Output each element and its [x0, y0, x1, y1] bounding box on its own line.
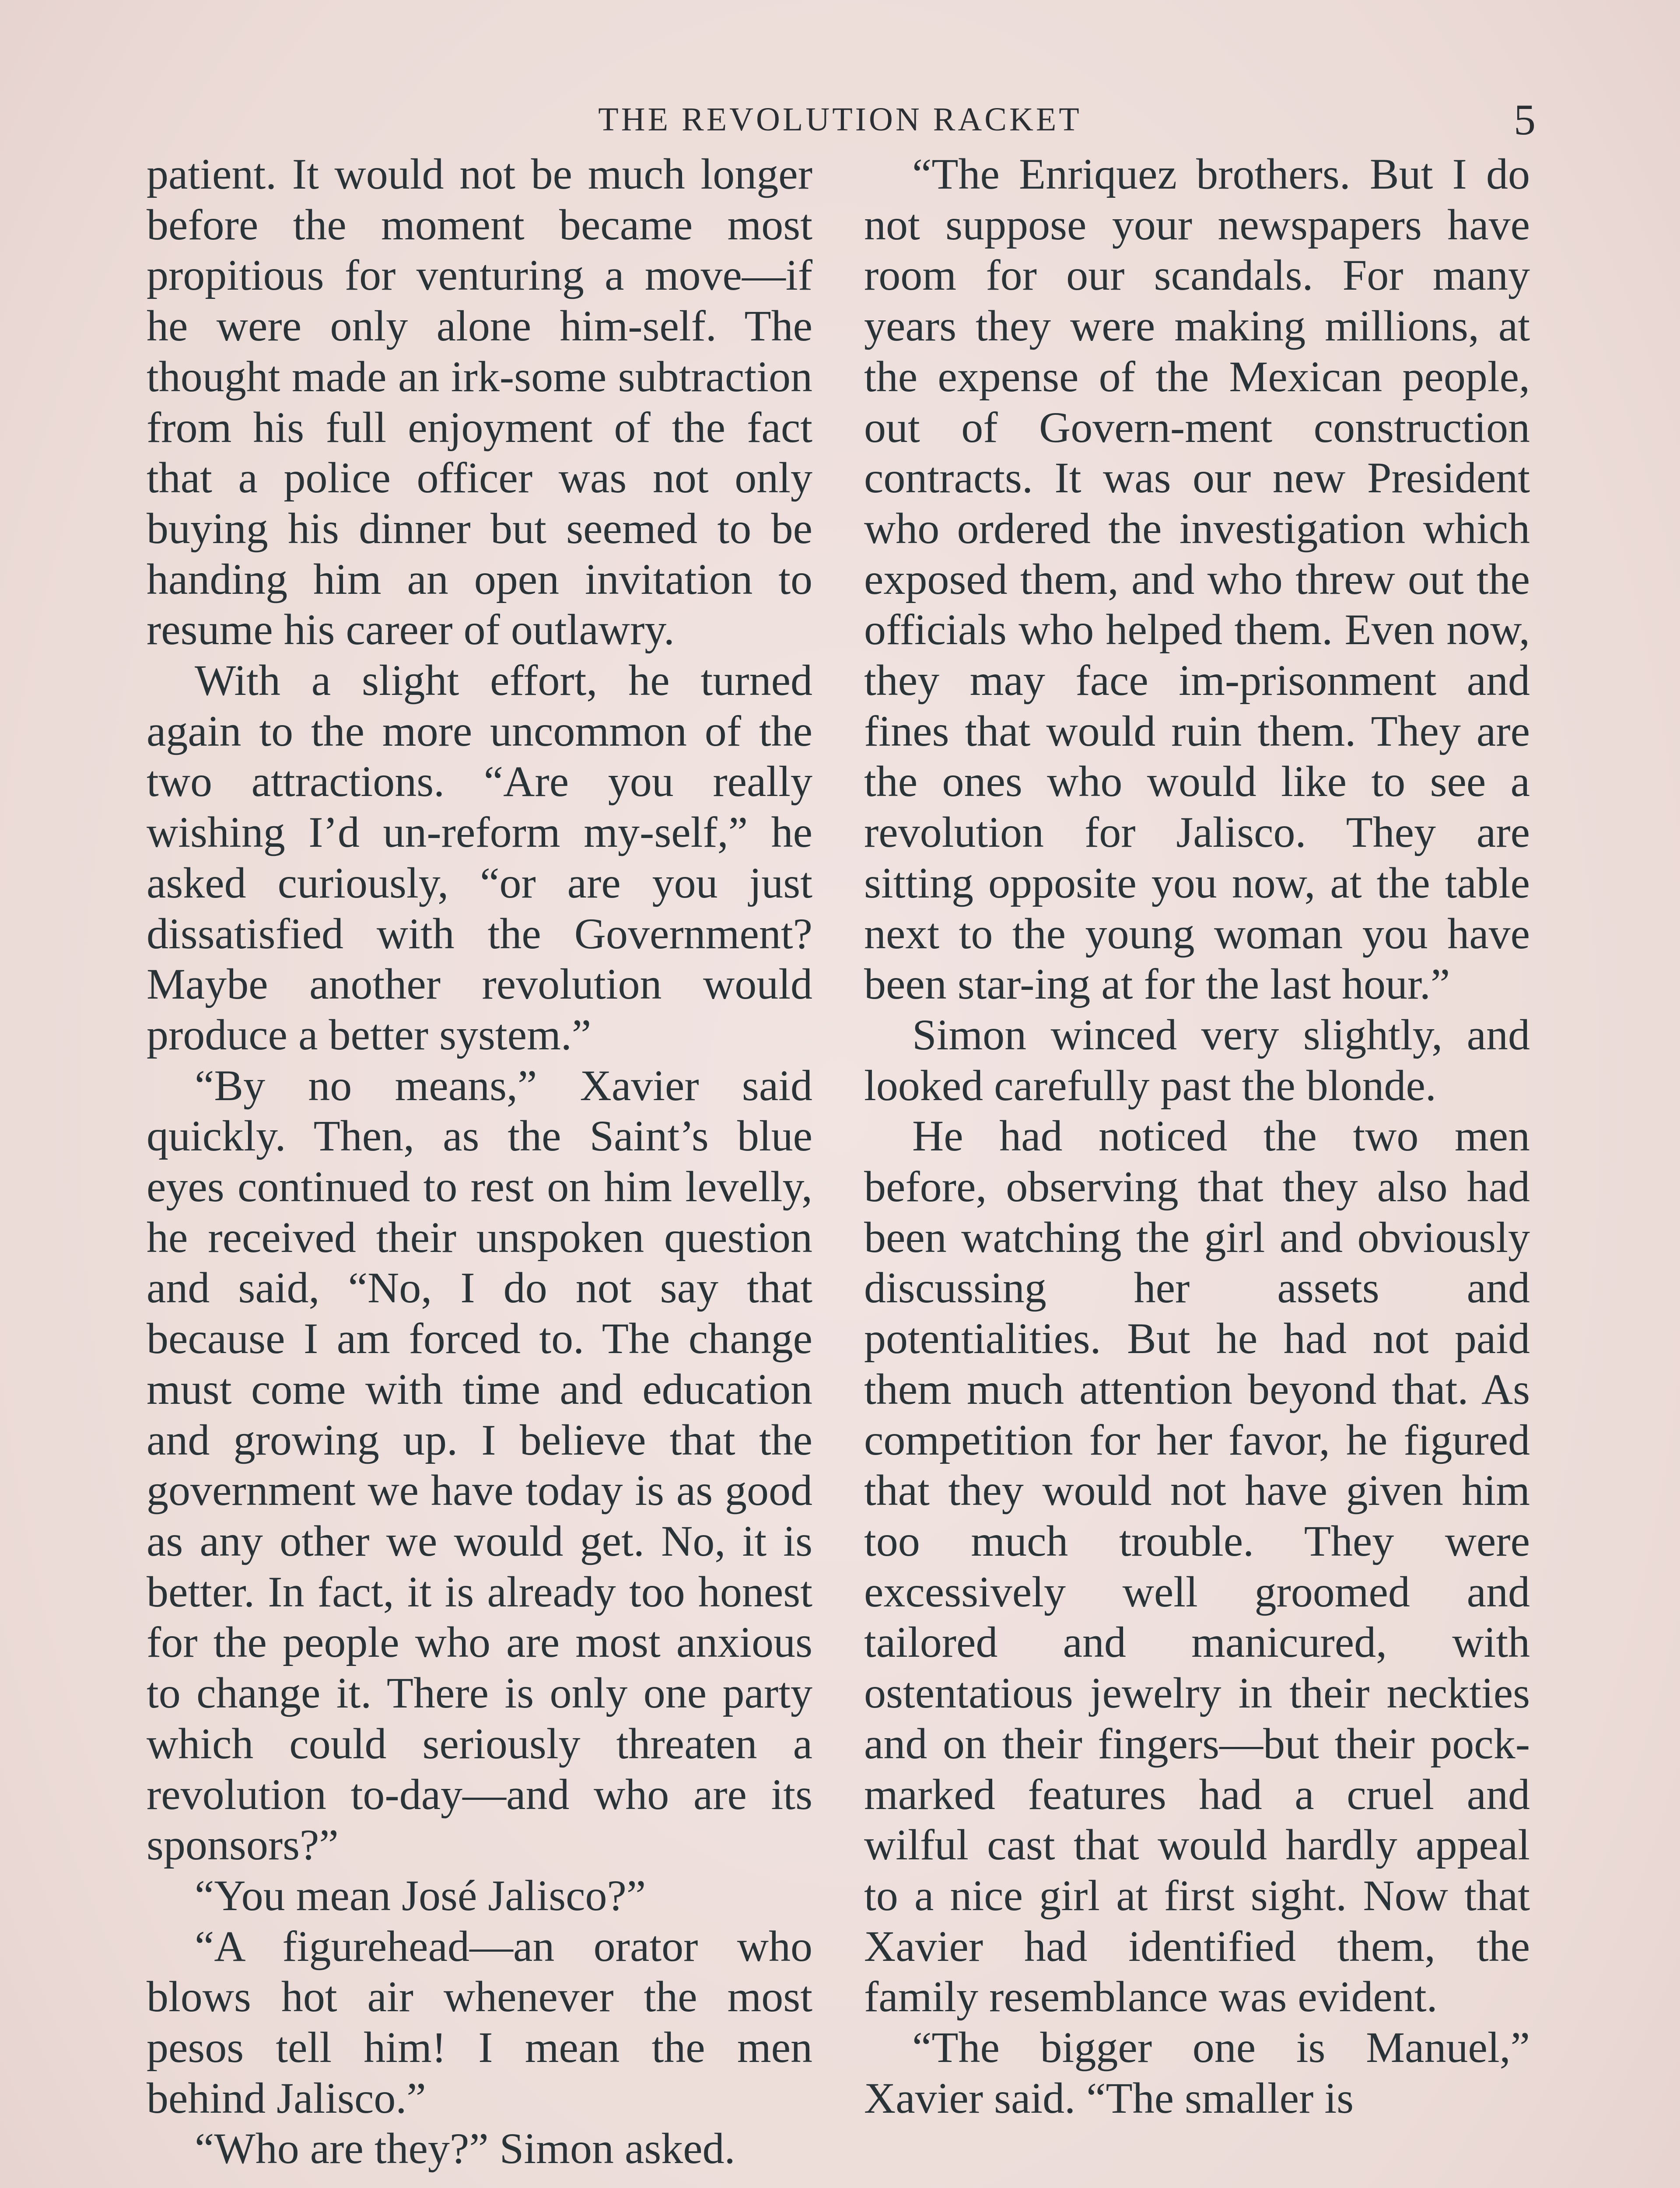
paragraph: “Who are they?” Simon asked.	[195, 2124, 735, 2173]
paragraph: “The bigger one is Manuel,” Xavier said. “The smaller is	[864, 2023, 1530, 2122]
paragraph: “By no means,” Xavier said quickly. Then, as the Saint’s blue eyes continued to rest on him levelly, he received their unspoken question and said, “No, I do not say that because I am forced to. The change must come with time and education and growing up. I believe that the government we have today is as good as any other we would get. No, it is better. In fact, it is already too honest for the people who are most anxious to change it. There is only one party which could seriously threaten a revolution to-day—and who are its sponsors?”	[147, 1061, 812, 1869]
right-column	[864, 149, 1530, 2123]
left-column	[147, 149, 812, 2174]
paragraph: patient. It would not be much longer before the moment became most propitious for venturing a move—if he were only alone him-self. The thought made an irk-some subtraction from his full enjoyment of the fact that a police officer was not only buying his dinner but seemed to be handing him an open invitation to resume his career of outlawry.	[147, 150, 812, 654]
running-title: THE REVOLUTION RACKET	[598, 101, 1082, 138]
page-number: 5	[1514, 95, 1536, 144]
paragraph: “You mean José Jalisco?”	[195, 1871, 646, 1920]
paragraph: “The Enriquez brothers. But I do not suppose your newspapers have room for our scandals. For many years they were making millions, at the expense of the Mexican people, out of Govern-ment construction contracts. It was our new President who ordered the investigation which exposed them, and who threw out the officials who helped them. Even now, they may face im-prisonment and fines that would ruin them. They are the ones who would like to see a revolution for Jalisco. They are sitting opposite you now, at the table next to the young woman you have been star-ing at for the last hour.”	[864, 150, 1530, 1009]
paragraph: Simon winced very slightly, and looked carefully past the blonde.	[864, 1010, 1530, 1110]
paragraph: With a slight effort, he turned again to the more uncommon of the two attractions. “Are you really wishing I’d un-reform my-self,” he asked curiously, “or are you just dissatisfied with the Government? Maybe another revolution would produce a better system.”	[147, 656, 812, 1059]
page-header	[144, 95, 1536, 149]
paragraph: He had noticed the two men before, observing that they also had been watching the girl and obviously discussing her assets and potentialities. But he had not paid them much attention beyond that. As competition for her favor, he figured that they would not have given him too much trouble. They were excessively well groomed and tailored and manicured, with ostentatious jewelry in their neckties and on their fingers—but their pock-marked features had a cruel and wilful cast that would hardly appeal to a nice girl at first sight. Now that Xavier had identified them, the family resemblance was evident.	[864, 1112, 1530, 2021]
paragraph: “A figurehead—an orator who blows hot air whenever the most pesos tell him! I mean the men behind Jalisco.”	[147, 1922, 812, 2122]
